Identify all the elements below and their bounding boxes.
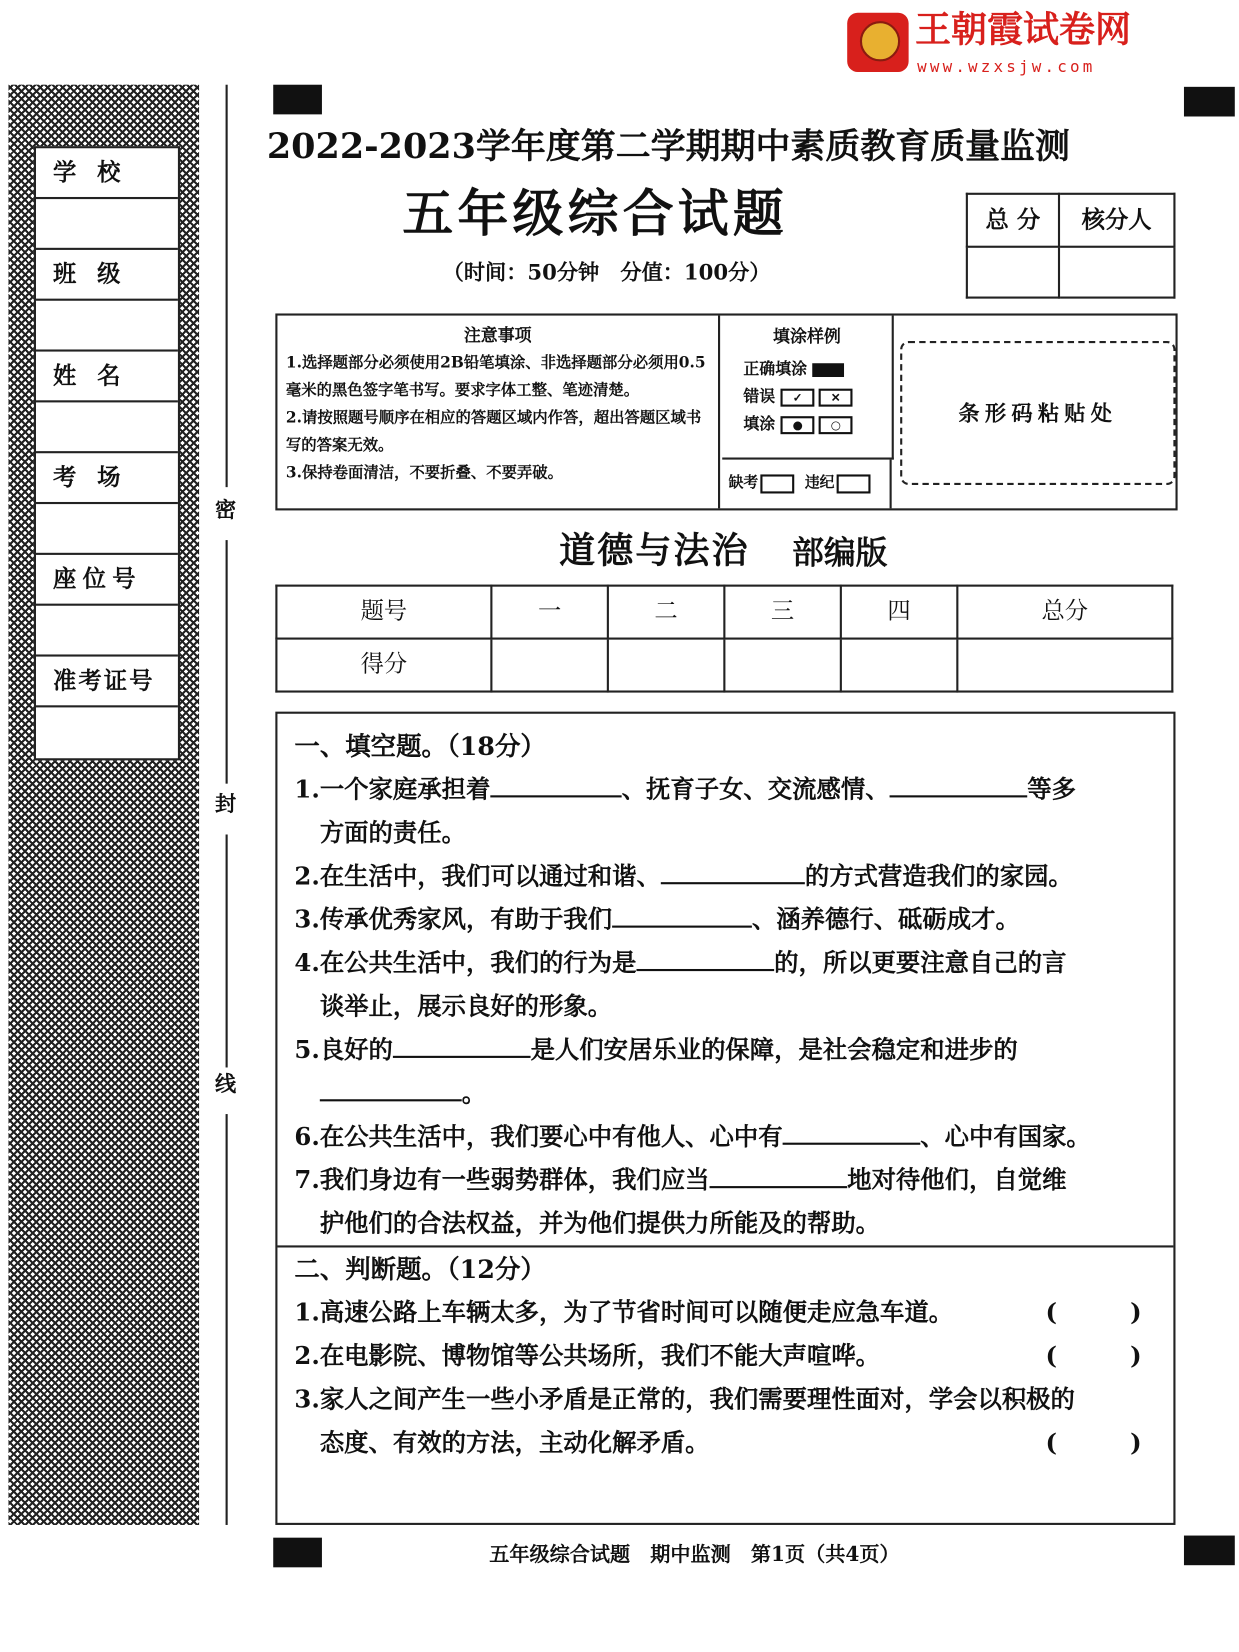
absent-label: 缺考 bbox=[728, 474, 759, 492]
fill-example bbox=[722, 316, 894, 460]
barcode-area: 条形码粘贴处 bbox=[900, 341, 1175, 485]
exam-meta: （时间：50分钟 分值：100分） bbox=[442, 259, 771, 285]
answer-parentheses[interactable]: ( ) bbox=[1045, 1298, 1142, 1327]
correct-fill-label: 正确填涂 bbox=[743, 359, 807, 379]
question-text: 4.在公共生活中，我们的行为是 bbox=[294, 948, 637, 978]
notice-panel bbox=[275, 313, 1177, 510]
score-header: 一 bbox=[491, 586, 607, 639]
registration-mark bbox=[273, 1538, 322, 1568]
subject-edition: 部编版 bbox=[792, 534, 888, 572]
question-text: 态度、有效的方法，主动化解矛盾。 bbox=[319, 1428, 710, 1458]
question-text: 3.家人之间产生一些小矛盾是正常的，我们需要理性面对，学会以积极的 bbox=[294, 1385, 1075, 1414]
question-area bbox=[275, 712, 1175, 1525]
section-title: 一、填空题。（18分） bbox=[294, 730, 546, 762]
exam-subtitle: 五年级综合试题 bbox=[402, 184, 788, 244]
question-text: 方面的责任。 bbox=[319, 818, 466, 848]
answer-blank[interactable] bbox=[612, 904, 752, 927]
answer-blank[interactable] bbox=[636, 948, 774, 971]
question-text: 6.在公共生活中，我们要心中有他人、心中有 bbox=[294, 1122, 783, 1152]
section-judgment bbox=[294, 1248, 1162, 1465]
score-cell[interactable] bbox=[724, 639, 840, 692]
section-fill-blank bbox=[294, 724, 1162, 1245]
field-room-input[interactable] bbox=[36, 504, 178, 555]
seal-line bbox=[226, 540, 228, 784]
notice-item: 1.选择题部分必须使用2B铅笔填涂、非选择题部分必须用0.5毫米的黑色签字笔书写。要求字体工整、笔迹清楚。 bbox=[285, 353, 706, 400]
field-name-label: 姓 名 bbox=[36, 352, 178, 403]
total-score-box bbox=[966, 193, 1176, 299]
seal-line bbox=[226, 834, 228, 1067]
question-text: 等多 bbox=[1027, 775, 1076, 804]
student-info-box bbox=[34, 146, 180, 760]
absent-checkbox[interactable] bbox=[760, 474, 794, 493]
answer-blank[interactable] bbox=[320, 1078, 462, 1101]
page-footer: 五年级综合试题 期中监测 第1页（共4页） bbox=[489, 1542, 900, 1567]
field-room-label: 考 场 bbox=[36, 453, 178, 504]
answer-parentheses[interactable]: ( ) bbox=[1045, 1341, 1142, 1371]
question-text: 、抚育子女、交流感情、 bbox=[621, 775, 890, 804]
seal-char-mi: 密 bbox=[214, 496, 237, 523]
seal-char-feng: 封 bbox=[214, 791, 237, 817]
registration-mark bbox=[273, 85, 322, 115]
question bbox=[294, 1291, 1162, 1334]
score-cell[interactable] bbox=[841, 639, 957, 692]
question-text: 7.我们身边有一些弱势群体，我们应当 bbox=[294, 1165, 710, 1195]
logo-badge-icon bbox=[847, 13, 908, 72]
dot-icon: ● bbox=[781, 416, 815, 434]
question-text: 、心中有国家。 bbox=[920, 1122, 1091, 1152]
question bbox=[294, 1115, 1162, 1158]
filled-box-icon bbox=[813, 363, 845, 377]
question-text: 。 bbox=[461, 1079, 487, 1108]
question-text: 5.良好的 bbox=[294, 1035, 393, 1065]
registration-mark bbox=[1184, 87, 1235, 117]
exam-title: 2022-2023学年度第二学期期中素质教育质量监测 bbox=[266, 124, 1071, 167]
registration-mark bbox=[1184, 1536, 1235, 1566]
score-cell[interactable] bbox=[957, 639, 1172, 692]
score-header: 三 bbox=[724, 586, 840, 639]
answer-blank[interactable] bbox=[783, 1121, 921, 1144]
question-text: 是人们安居乐业的保障，是社会稳定和进步的 bbox=[530, 1035, 1018, 1065]
question bbox=[294, 1072, 1162, 1115]
answer-blank[interactable] bbox=[490, 774, 621, 797]
fill-example-title: 填涂样例 bbox=[773, 326, 841, 347]
question bbox=[294, 898, 1162, 941]
score-table bbox=[275, 585, 1173, 693]
violation-checkbox[interactable] bbox=[837, 474, 871, 493]
question bbox=[294, 941, 1162, 984]
notice-item: 3.保持卷面清洁，不要折叠、不要弄破。 bbox=[285, 463, 564, 482]
field-seat-label: 座位号 bbox=[36, 555, 178, 606]
wrong-fill-label-2: 填涂 bbox=[743, 414, 776, 434]
field-class-label: 班 级 bbox=[36, 250, 178, 301]
total-score-label: 总 分 bbox=[967, 194, 1059, 247]
score-header: 四 bbox=[841, 586, 957, 639]
question-text: 2.在电影院、博物馆等公共场所，我们不能大声喧哗。 bbox=[294, 1341, 881, 1371]
question-text: 的方式营造我们的家园。 bbox=[804, 862, 1073, 891]
total-score-input[interactable] bbox=[967, 247, 1059, 298]
notice-title: 注意事项 bbox=[463, 325, 532, 346]
question bbox=[294, 1334, 1162, 1377]
answer-blank[interactable] bbox=[890, 774, 1028, 797]
question bbox=[294, 855, 1162, 898]
answer-blank[interactable] bbox=[710, 1165, 848, 1188]
site-logo bbox=[847, 8, 1207, 78]
score-header: 题号 bbox=[276, 586, 491, 639]
check-mark-icon: ✓ bbox=[781, 388, 815, 406]
question bbox=[294, 1159, 1162, 1202]
field-school-input[interactable] bbox=[36, 199, 178, 250]
question bbox=[294, 768, 1162, 811]
question-text: 3.传承优秀家风，有助于我们 bbox=[294, 905, 613, 935]
score-row-label: 得分 bbox=[276, 639, 491, 692]
seal-char-xian: 线 bbox=[214, 1070, 237, 1097]
question-text: 的，所以更要注意自己的言 bbox=[774, 948, 1067, 978]
score-header: 总分 bbox=[957, 586, 1172, 639]
cross-mark-icon: ✕ bbox=[819, 388, 853, 406]
seal-line bbox=[226, 1114, 228, 1525]
notice-item: 2.请按照题号顺序在相应的答题区域内作答，超出答题区域书写的答案无效。 bbox=[285, 408, 702, 455]
question bbox=[294, 1028, 1162, 1071]
answer-parentheses[interactable]: ( ) bbox=[1045, 1428, 1142, 1458]
logo-url: www.wzxsjw.com bbox=[917, 57, 1096, 77]
question-text: 地对待他们，自觉维 bbox=[847, 1165, 1067, 1195]
question-text: 1.高速公路上车辆太多，为了节省时间可以随便走应急车道。 bbox=[294, 1298, 954, 1327]
score-header: 二 bbox=[608, 586, 724, 639]
score-cell[interactable] bbox=[608, 639, 724, 692]
score-cell[interactable] bbox=[491, 639, 607, 692]
section-title: 二、判断题。（12分） bbox=[294, 1253, 546, 1285]
logo-name: 王朝霞试卷网 bbox=[914, 8, 1132, 51]
checker-input[interactable] bbox=[1059, 247, 1175, 298]
answer-blank[interactable] bbox=[393, 1035, 531, 1058]
field-ticket-input[interactable] bbox=[36, 707, 178, 756]
field-ticket-label: 准考证号 bbox=[36, 657, 178, 708]
question bbox=[294, 1421, 1162, 1464]
field-name-input[interactable] bbox=[36, 402, 178, 453]
question-text: 谈举止，展示良好的形象。 bbox=[319, 992, 613, 1021]
checker-label: 核分人 bbox=[1059, 194, 1175, 247]
field-seat-input[interactable] bbox=[36, 606, 178, 657]
field-class-input[interactable] bbox=[36, 301, 178, 352]
violation-label: 违纪 bbox=[804, 474, 835, 492]
question-text: 护他们的合法权益，并为他们提供力所能及的帮助。 bbox=[319, 1209, 881, 1238]
question-text: 1.一个家庭承担着 bbox=[294, 775, 491, 804]
circle-icon: ○ bbox=[819, 416, 853, 434]
question-text: 、涵养德行、砥砺成才。 bbox=[751, 905, 1020, 935]
field-school-label: 学 校 bbox=[36, 148, 178, 199]
wrong-fill-label: 错误 bbox=[743, 386, 776, 406]
seal-line bbox=[226, 85, 228, 487]
subject-name: 道德与法治 bbox=[559, 529, 750, 572]
answer-blank[interactable] bbox=[661, 861, 805, 884]
question-text: 2.在生活中，我们可以通过和谐、 bbox=[294, 862, 661, 891]
